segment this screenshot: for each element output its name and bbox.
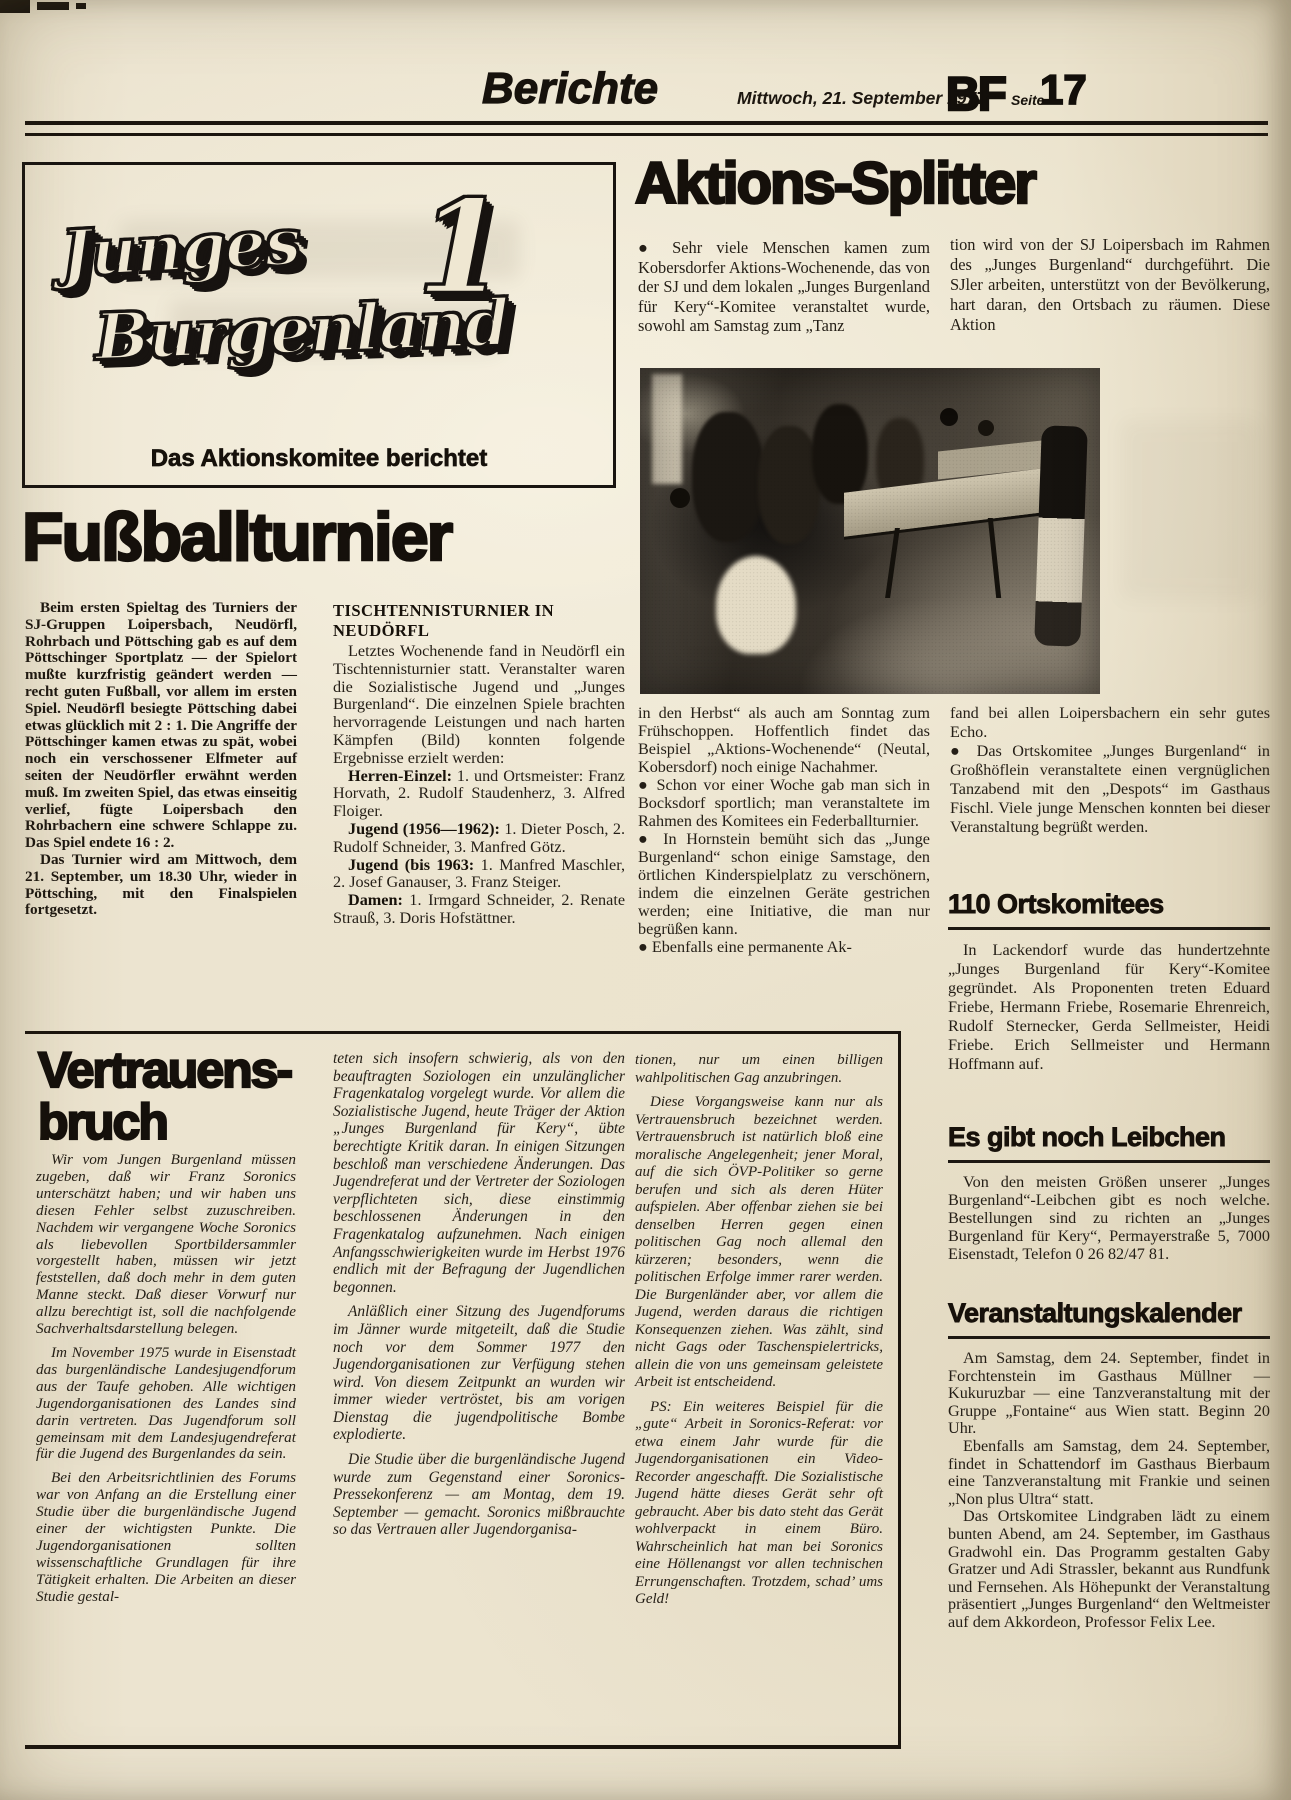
vertrauensbruch-rule-bottom xyxy=(25,1745,901,1749)
paragraph: Jugend (1956—1962): 1. Dieter Posch, 2. Rudolf Schneider, 3. Manfred Götz. xyxy=(333,819,625,856)
aktions-below-column-1 xyxy=(638,704,930,956)
paragraph: Diese Vorgangsweise kann nur als Vertrauensbruch bezeichnet werden. Vertrauensbruch ist natürlich bloß eine moralische Angelegenheit; jener Moral, auf die sich ÖVP-Politiker so gerne berufen und sich als deren Hüter aufspielen. Aber offenbar ziehen sie bei denselben Herren gegen einen politischen Gag noch allemal den kürzeren; besonders, wenn die politischen Erfolge immer rarer werden. Die Burgenländer aber, vor allem die Jugend, werden daraus die richtigen Konsequenzen ziehen. Was zählt, sind nicht Gags oder Taschenspielertricks, allein die von uns gemeinsam geleistete Arbeit ist entscheidend. xyxy=(635,1094,883,1390)
paragraph: Letztes Wochenende fand in Neudörfl ein Tischtennisturnier statt. Veranstalter waren die Sozialistische Jugend und „Junges Burgenland“. Die einzelnen Spiele brachten hervorragende Leistungen und nach harten Kämpfen (Bild) konnten folgende Ergebnisse erzielt werden: xyxy=(333,642,625,767)
vertrauensbruch-headline xyxy=(38,1044,291,1148)
paper-logo: BF xyxy=(946,67,1005,120)
aktions-intro-column-2 xyxy=(950,235,1270,335)
logo-script-line2: Burgenland xyxy=(93,285,510,376)
paragraph: tion wird von der SJ Loipersbach im Rahmen des „Junges Burgenland“ durchgeführt. Die SJler arbeiten, unterstützt von der Bevölkerung, hart daran, den Ortsbach zu räumen. Diese Aktion xyxy=(950,235,1270,334)
vertrauensbruch-headline-line2: bruch xyxy=(38,1094,167,1150)
tischtennis-column xyxy=(333,601,625,928)
section-kalender xyxy=(948,1298,1270,1632)
photo-figure xyxy=(812,404,868,504)
paragraph: ● Das Ortskomitee „Junges Burgenland“ in Großhöflein veranstaltete einen vergnüglichen Tanzabend mit den „Despots“ im Gasthaus Fischl. Viele junge Menschen konnten bei dieser Veranstaltung begrüßt werden. xyxy=(950,742,1270,836)
page-number: 17 xyxy=(1040,66,1087,113)
paragraph: Das Ortskomitee Lindgraben lädt zu einem bunten Abend, am 24. September, im Gasthaus Gradwohl ein. Das Programm gestalten Gaby Gratzer und Adi Strassler, bekannt aus Rundfunk und Fernsehen. Als Höhepunkt der Veranstaltung präsentiert „Junges Burgenland“ den Weltmeister auf dem Akkordeon, Professor Felix Lee. xyxy=(948,1507,1270,1631)
vertrauensbruch-column-2 xyxy=(333,1050,625,1539)
paragraph: ● In Hornstein bemüht sich das „Junge Burgenland“ schon einige Samstage, den örtlichen Kinderspielplatz zu verschönern, indem die einzelnen Geräte gestrichen werden; eine Initiative, die man nur begrüßen kann. xyxy=(638,830,930,938)
photo-figure-head xyxy=(940,408,958,426)
paragraph: Wir vom Jungen Burgenland müssen zugeben, daß wir Franz Soronics unterschätzt haben; und wir haben uns diesen Fehler selbst zuzuschreiben. Nachdem wir vergangene Woche Soronics als liebevollen Sportbildersammler vorgestellt haben, müssen wir jetzt feststellen, daß doch mehr in dem guten Manne steckt. Daß dieser Vorwurf nur allzu berechtigt ist, soll die nachfolgende Sachverhaltsdarstellung belegen. xyxy=(36,1151,296,1338)
logo-number: 1 xyxy=(417,173,506,323)
vertrauensbruch-rule-right xyxy=(898,1031,901,1748)
leibchen-body xyxy=(948,1173,1270,1263)
paragraph: Ebenfalls am Samstag, dem 24. September, findet in Schattendorf im Gasthaus Bierbaum eine Tanzveranstaltung mit Frankie und seinen „Non plus Ultra“ statt. xyxy=(948,1436,1270,1508)
photo-figure-head xyxy=(670,488,690,508)
scan-artifact xyxy=(0,0,30,13)
bleed-through-ghost xyxy=(1120,420,1260,600)
photo-figure xyxy=(692,412,764,542)
scan-artifact xyxy=(37,2,69,10)
fussballturnier-headline: Fußballturnier xyxy=(22,499,452,575)
photo-table-leg xyxy=(885,528,900,598)
paragraph: Jugend (bis 1963: 1. Manfred Maschler, 2. Josef Ganauser, 3. Franz Steiger. xyxy=(333,855,626,892)
paragraph: Im November 1975 wurde in Eisenstadt das burgenländische Landesjugendforum aus der Taufe gehoben. Alle wichtigen Jugendorganisationen des Landes sind darin vertreten. Das Jugendforum soll gemeinsam mit dem Landesjugendreferat für die Jugend des Burgenlandes da sein. xyxy=(36,1343,296,1463)
photo-figure-head xyxy=(978,420,994,436)
photo-table-tennis-table xyxy=(938,437,1080,480)
paragraph: Von den meisten Größen unserer „Junges Burgenland“-Leibchen gibt es noch welche. Bestellungen sind zu richten an „Junges Burgenland für Kery“, Permayerstraße 5, 7000 Eisenstadt, Telefon 0 26 82/47 81. xyxy=(948,1173,1270,1263)
leibchen-headline: Es gibt noch Leibchen xyxy=(948,1122,1270,1163)
fussballturnier-column-1 xyxy=(25,600,297,919)
section-leibchen xyxy=(948,1122,1270,1263)
paragraph: PS: Ein weiteres Beispiel für die „gute“ Arbeit in Soronics-Referat: vor etwa einem Jahr wurde für die Jugendorganisationen ein Video-Recorder angeschafft. Die Sozialistische Jugend hätte dieses Gerät sehr oft gebraucht. Aber bis dato steht das Gerät wohlverpackt in einem Büro. Wahrscheinlich hat man bei Soronics eine Höllenangst vor allen technischen Errungenschaften. Trotzdem, schad’ ums Geld! xyxy=(635,1398,883,1607)
kalender-headline: Veranstaltungskalender xyxy=(948,1298,1270,1339)
photo-figure xyxy=(758,426,820,544)
paragraph: Herren-Einzel: 1. und Ortsmeister: Franz Horvath, 2. Rudolf Staudenherz, 3. Alfred Floiger. xyxy=(333,766,625,821)
photo-table-tennis-table xyxy=(844,467,1052,537)
aktions-intro-column-1 xyxy=(638,238,930,336)
section-ortskomitees xyxy=(948,889,1270,1073)
paragraph: Beim ersten Spieltag des Turniers der SJ-Gruppen Loipersbach, Neudörfl, Rohrbach und Pöttsching gab es auf dem Pöttschinger Sportplatz — der Spielort mußte kurzfristig geändert werden — recht guten Fußball, vor allem im ersten Spiel. Neudörfl besiegte Pöttsching dabei etwas glücklich mit 2 : 1. Die Angriffe der Pöttschinger kamen etwas zu spät, wobei noch ein verschossener Elfmeter auf seiten der Neudörfler erwähnt werden muß. Im zweiten Spiel, das etwas einseitig verlief, fügte Loipersbach den Rohrbachern eine schwere Schlappe zu. Das Spiel endete 16 : 2. xyxy=(25,599,297,852)
ortskomitees-body xyxy=(948,940,1270,1073)
paragraph: teten sich insofern schwierig, als von den beauftragten Soziologen ein unzulänglicher Fragenkatalog vorgelegt wurde. Vor allem die Sozialistische Jugend, heute Träger der Aktion „Junges Burgenland für Kery“, übte berechtigte Kritik daran. In einigen Sitzungen beschloß man verschiedene Änderungen. Das Jugendreferat und der Vertreter der Soziologen verpflichteten sich, diese einstimmig beschlossenen Änderungen in den Fragenkatalog aufzunehmen. Nach einigen Anfangsschwierigkeiten wurde im Herbst 1976 endlich mit der Befragung der Jugendlichen begonnen. xyxy=(333,1050,625,1296)
paragraph: ● Ebenfalls eine permanente Ak- xyxy=(638,938,852,956)
paragraph: In Lackendorf wurde das hundertzehnte „Junges Burgenland für Kery“-Komitee gegründet. Als Proponenten treten Eduard Friebe, Hermann Friebe, Rosemarie Ehrenreich, Rudolf Sternecker, Gerda Sellmeister, Heidi Friebe. Erich Sellmeister und Hermann Hoffmann auf. xyxy=(948,940,1270,1073)
aktions-splitter-headline: Aktions-Splitter xyxy=(635,151,1035,216)
masthead-date: Mittwoch, 21. September 1977 xyxy=(737,88,986,108)
paragraph: Am Samstag, dem 24. September, findet in Forchtenstein im Gasthaus Müllner — Kukuruzbar — eine Tanzveranstaltung mit der Gruppe „Fontaine“ aus Wien statt. Beginn 20 Uhr. xyxy=(948,1349,1270,1438)
aktions-below-column-2 xyxy=(950,704,1270,837)
masthead-rule-bottom xyxy=(25,133,1268,136)
photo-white-jacket xyxy=(716,556,796,654)
paragraph: Anläßlich einer Sitzung des Jugendforums im Jänner wurde mitgeteilt, daß die Studie noch vor dem Sommer 1977 den Jugendorganisationen zur Verfügung stehen wird. Von diesem Zeitpunkt an wurden wir immer wieder vertröstet, bis am vorigen Dienstag die jugendpolitische Bombe explodierte. xyxy=(333,1303,625,1444)
vertrauensbruch-headline-line1: Vertrauens- xyxy=(38,1042,292,1098)
committee-logo-box xyxy=(22,162,616,488)
kalender-body xyxy=(948,1350,1270,1632)
photo-window-light xyxy=(652,374,682,484)
paragraph: Damen: 1. Irmgard Schneider, 2. Renate Strauß, 3. Doris Hofstättner. xyxy=(333,891,625,927)
photo-table-leg xyxy=(988,518,1001,598)
paragraph: ● Sehr viele Menschen kamen zum Kobersdorfer Aktions-Wochenende, das von der SJ und dem lokalen „Junges Burgenland für Kery“-Komitee veranstaltet wurde, sowohl am Samstag zum „Tanz xyxy=(638,238,930,335)
page-label: Seite xyxy=(1011,92,1045,108)
photo-standing-player xyxy=(1034,425,1088,646)
vertrauensbruch-rule-top xyxy=(25,1031,898,1034)
photo-vignette xyxy=(640,368,1100,694)
paragraph: Das Turnier wird am Mittwoch, dem 21. September, um 18.30 Uhr, wieder in Pöttsching, mit den Finalspielen fortgesetzt. xyxy=(25,850,297,919)
paragraph: ● Schon vor einer Woche gab man sich in Bocksdorf sportlich; man veranstaltete im Rahmen des Komitees ein Federballturnier. xyxy=(638,776,930,830)
paragraph: tionen, nur um einen billigen wahlpolitischen Gag anzubringen. xyxy=(635,1052,883,1086)
scan-artifact xyxy=(76,3,86,9)
paragraph: in den Herbst“ als auch am Sonntag zum Frühschoppen. Hoffentlich findet das Beispiel „Aktions-Wochenende“ (Neutal, Kobersdorf) noch einige Nachahmer. xyxy=(638,704,930,776)
vertrauensbruch-column-1 xyxy=(36,1152,296,1606)
tischtennis-heading: TISCHTENNISTURNIER IN NEUDÖRFL xyxy=(333,601,554,640)
paragraph: fand bei allen Loipersbachern ein sehr gutes Echo. xyxy=(950,704,1270,741)
tischtennis-body xyxy=(333,643,625,928)
logo-script-line1: Junges xyxy=(59,204,302,293)
paragraph: Die Studie über die burgenländische Jugend wurde zum Gegenstand einer Soronics-Pressekonferenz — am Montag, dem 19. September — gemacht. Soronics mißbrauchte so das Vertrauen aller Jugendorganisa- xyxy=(333,1451,625,1539)
logo-caption: Das Aktionskomitee berichtet xyxy=(150,445,488,472)
masthead-section-title: Berichte xyxy=(482,64,659,113)
photo-figure xyxy=(876,418,924,506)
article-photo xyxy=(640,368,1100,694)
paragraph: Bei den Arbeitsrichtlinien des Forums war von Anfang an die Erstellung einer Studie über die burgenländische Jugend einer der wichtigsten Punkte. Die Jugendorganisationen sollten wissenschaftliche Grundlagen für ihre Tätigkeit erhalten. Die Arbeiten an dieser Studie gestal- xyxy=(36,1469,296,1605)
vertrauensbruch-column-3 xyxy=(635,1052,883,1609)
ortskomitees-headline: 110 Ortskomitees xyxy=(948,889,1270,930)
masthead-rule-top xyxy=(25,121,1268,125)
